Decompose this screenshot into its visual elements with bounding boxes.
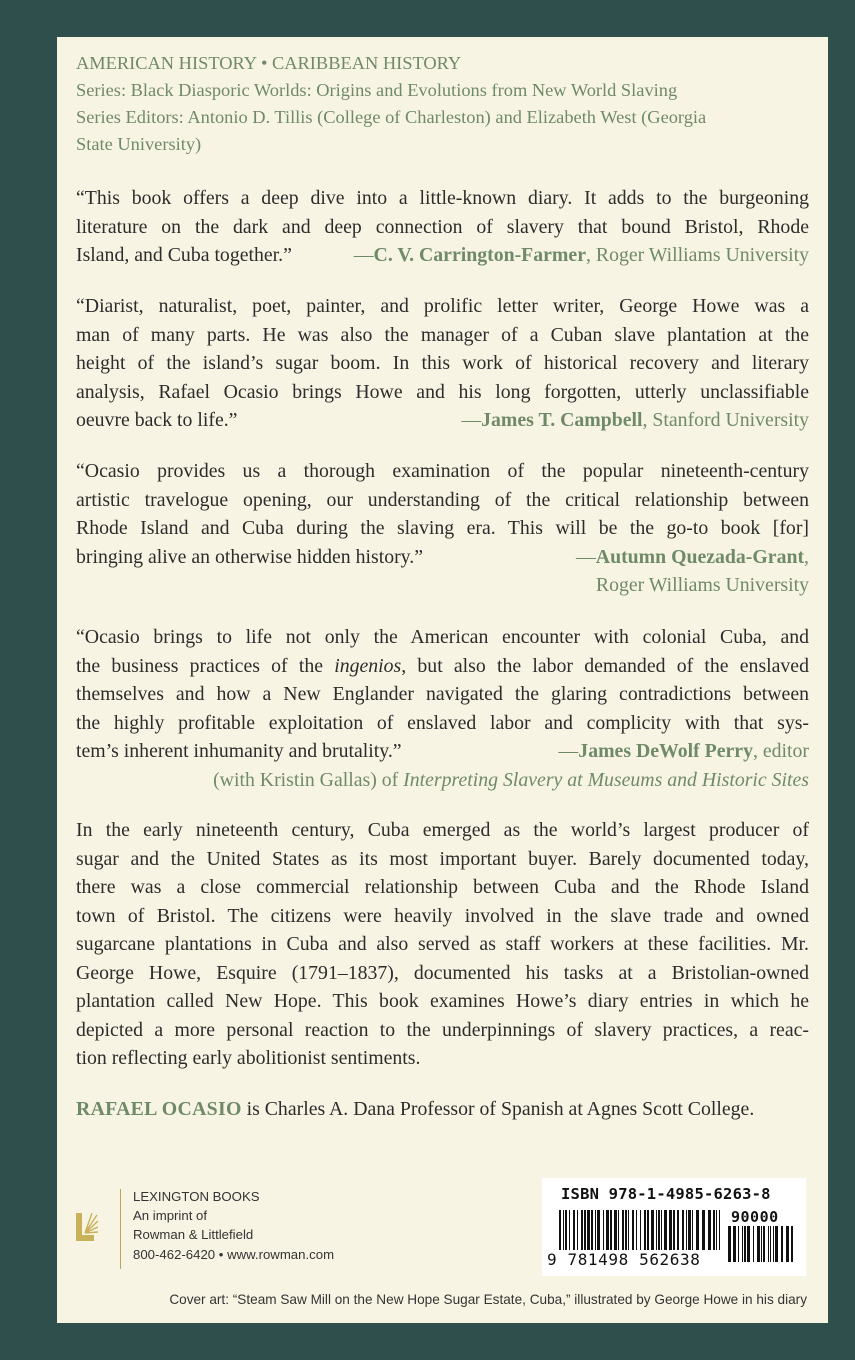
quote-line: man of many parts. He was also the manager of a Cuban slave plantation at the bbox=[76, 323, 809, 346]
endorsement-quote-2 bbox=[76, 292, 809, 435]
barcode-bar bbox=[656, 1210, 657, 1250]
barcode-bar bbox=[569, 1210, 570, 1250]
barcode-bar bbox=[747, 1226, 750, 1262]
barcode-bar bbox=[618, 1210, 619, 1250]
isbn-number: ISBN 978-1-4985-6263-8 bbox=[561, 1185, 771, 1203]
barcode-bar bbox=[625, 1210, 627, 1250]
barcode-bar bbox=[719, 1210, 720, 1250]
description-line: In the early nineteenth century, Cuba emerged as the world’s largest producer of bbox=[76, 819, 809, 841]
barcode-bar bbox=[768, 1226, 769, 1262]
subject-categories: AMERICAN HISTORY • CARIBBEAN HISTORY bbox=[76, 53, 462, 73]
barcode-bar bbox=[606, 1210, 609, 1250]
barcode-bar bbox=[673, 1210, 675, 1250]
series-header bbox=[76, 50, 816, 158]
barcode-bar bbox=[742, 1226, 743, 1262]
barcode-bar bbox=[581, 1210, 583, 1250]
description-line: tion reflecting early abolitionist sentiments. bbox=[76, 1047, 421, 1069]
quote-line: tem’s inherent inhumanity and brutality.” bbox=[76, 740, 402, 762]
barcode-bar bbox=[781, 1226, 783, 1262]
endorser-name: James DeWolf Perry bbox=[578, 740, 753, 762]
publisher-block bbox=[76, 1187, 376, 1273]
quote-line: “Diarist, naturalist, poet, painter, and prolific letter writer, George Howe was a bbox=[76, 295, 809, 317]
quote-line: bringing alive an otherwise hidden history.” bbox=[76, 545, 424, 568]
price-code: 90000 bbox=[731, 1208, 779, 1226]
cover-art-credit: Cover art: “Steam Saw Mill on the New Hope Sugar Estate, Cuba,” illustrated by George Howe in his diary bbox=[169, 1292, 807, 1307]
quote-line: themselves and how a New Englander navigated the glaring contradictions between bbox=[76, 683, 809, 705]
quote-line: height of the island’s sugar boom. In this work of historical recovery and literary bbox=[76, 352, 809, 374]
quote-line-with-author bbox=[76, 737, 809, 766]
series-editors-line-2: State University) bbox=[76, 134, 202, 154]
barcode-bar bbox=[610, 1210, 612, 1250]
description-line: town of Bristol. The citizens were heavily involved in the slave trade and owned bbox=[76, 904, 809, 927]
quote-text: the business practices of the bbox=[76, 654, 335, 677]
quote-line-with-author bbox=[76, 543, 809, 572]
book-description bbox=[76, 816, 809, 1073]
barcode-bar bbox=[738, 1226, 739, 1262]
parent-publisher: Rowman & Littlefield bbox=[133, 1227, 254, 1243]
barcode-bar bbox=[688, 1210, 691, 1250]
barcode-bar bbox=[597, 1210, 600, 1250]
publisher-info bbox=[133, 1187, 334, 1264]
affiliation-text: (with Kristin Gallas) of bbox=[213, 768, 404, 791]
barcode-bar bbox=[686, 1210, 687, 1250]
barcode-bar bbox=[565, 1210, 567, 1250]
endorser-affiliation-line-2 bbox=[76, 766, 809, 795]
endorsement-quote-4 bbox=[76, 623, 809, 794]
endorser-credit bbox=[354, 241, 809, 270]
barcode-bar bbox=[628, 1210, 629, 1250]
quote-line: literature on the dark and deep connection of slavery that bound Bristol, Rhode bbox=[76, 215, 809, 238]
barcode-bar bbox=[770, 1226, 771, 1262]
barcode-bar bbox=[669, 1210, 672, 1250]
barcode-bar bbox=[603, 1210, 604, 1250]
endorser-name: C. V. Carrington-Farmer bbox=[373, 244, 586, 266]
italic-term: ingenios bbox=[334, 654, 402, 677]
barcode-bar bbox=[661, 1210, 662, 1250]
barcode-bar bbox=[708, 1210, 711, 1250]
quote-line-with-italic bbox=[76, 652, 809, 681]
barcode-bar bbox=[644, 1210, 646, 1250]
barcode-bar bbox=[584, 1210, 586, 1250]
barcode-bar bbox=[677, 1210, 679, 1250]
barcode-bar bbox=[763, 1226, 765, 1262]
author-name: RAFAEL OCASIO bbox=[76, 1098, 242, 1120]
barcode-bar bbox=[658, 1210, 660, 1250]
barcode-bar bbox=[773, 1226, 774, 1262]
barcode-bar bbox=[664, 1210, 667, 1250]
barcode-bar bbox=[563, 1210, 564, 1250]
book-title: Interpreting Slavery at Museums and Historic Sites bbox=[403, 768, 809, 791]
publisher-name: LEXINGTON BOOKS bbox=[133, 1189, 260, 1204]
addon-barcode-bars bbox=[728, 1226, 794, 1262]
endorser-name: James T. Campbell bbox=[481, 409, 643, 431]
quote-line: analysis, Rafael Ocasio brings Howe and his long forgotten, utterly unclassifiable bbox=[76, 380, 809, 403]
em-dash: — bbox=[558, 740, 579, 762]
barcode-bar bbox=[632, 1210, 634, 1250]
barcode-bar bbox=[713, 1210, 715, 1250]
barcode-bar bbox=[682, 1210, 684, 1250]
endorser-credit bbox=[559, 737, 809, 766]
description-line: plantation called New Hope. This book examines Howe’s diary entries in which he bbox=[76, 990, 809, 1012]
em-dash: — bbox=[576, 545, 596, 568]
lexington-books-logo-icon bbox=[76, 1213, 98, 1241]
quote-line: oeuvre back to life.” bbox=[76, 409, 238, 431]
endorser-affiliation: , bbox=[804, 545, 809, 568]
barcode-bar bbox=[791, 1226, 793, 1262]
ean-digits: 9 781498 562638 bbox=[547, 1250, 701, 1269]
barcode-bar bbox=[753, 1226, 754, 1262]
quote-line: “This book offers a deep dive into a little-known diary. It adds to the burgeoning bbox=[76, 187, 809, 209]
endorser-affiliation: , editor bbox=[752, 740, 809, 762]
description-line: sugar and the United States as its most important buyer. Barely documented today, bbox=[76, 847, 809, 870]
publisher-imprint-label: An imprint of bbox=[133, 1208, 208, 1224]
quote-line: “Ocasio provides us a thorough examination of the popular nineteenth-century bbox=[76, 460, 809, 482]
barcode-bar bbox=[696, 1210, 699, 1250]
barcode-bar bbox=[786, 1226, 789, 1262]
description-line: depicted a more personal reaction to the underpinnings of slavery practices, a reac- bbox=[76, 1018, 809, 1041]
description-line: sugarcane plantations in Cuba and also served as staff workers at these facilities. Mr. bbox=[76, 933, 809, 955]
barcode-bar bbox=[761, 1226, 762, 1262]
barcode-bar bbox=[702, 1210, 705, 1250]
back-cover-panel bbox=[57, 37, 828, 1323]
endorser-credit bbox=[461, 406, 809, 435]
author-bio-text: is Charles A. Dana Professor of Spanish at Agnes Scott College. bbox=[241, 1098, 755, 1120]
barcode-bar bbox=[744, 1226, 746, 1262]
endorsement-quote-3 bbox=[76, 457, 809, 600]
barcode-bar bbox=[733, 1226, 736, 1262]
quote-line-with-author bbox=[76, 406, 809, 435]
endorser-name: Autumn Quezada-Grant bbox=[595, 545, 805, 568]
quote-text: , but also the labor demanded of the enslaved bbox=[401, 654, 809, 677]
barcode-bar bbox=[640, 1210, 641, 1250]
barcode-bar bbox=[651, 1210, 654, 1250]
endorser-affiliation-line-2: Roger Williams University bbox=[595, 574, 809, 596]
quote-line: Island, and Cuba together.” bbox=[76, 244, 292, 266]
publisher-contact: 800-462-6420 • www.rowman.com bbox=[133, 1246, 335, 1262]
isbn-barcode bbox=[542, 1178, 806, 1276]
quote-line: “Ocasio brings to life not only the American encounter with colonial Cuba, and bbox=[76, 626, 809, 648]
barcode-bar bbox=[647, 1210, 649, 1250]
author-bio bbox=[76, 1095, 809, 1123]
quote-line: Rhode Island and Cuba during the slaving era. This will be the go-to book [for] bbox=[76, 517, 809, 539]
series-title: Series: Black Diasporic Worlds: Origins and Evolutions from New World Slaving bbox=[76, 80, 678, 100]
barcode-bar bbox=[622, 1210, 624, 1250]
barcode-bar bbox=[716, 1210, 717, 1250]
divider bbox=[120, 1189, 121, 1269]
barcode-bar bbox=[775, 1226, 778, 1262]
description-line: there was a close commercial relationship between Cuba and the Rhode Island bbox=[76, 876, 809, 898]
description-line: George Howe, Esquire (1791–1837), documented his tasks at a Bristolian-owned bbox=[76, 961, 809, 984]
barcode-bar bbox=[591, 1210, 593, 1250]
endorsement-quote-1 bbox=[76, 184, 809, 270]
endorser-credit bbox=[576, 543, 809, 572]
barcode-bar bbox=[595, 1210, 596, 1250]
ean-barcode-bars bbox=[559, 1210, 722, 1250]
barcode-bar bbox=[728, 1226, 731, 1262]
quote-line-with-author bbox=[76, 241, 809, 270]
quote-line: artistic travelogue opening, our understanding of the critical relationship between bbox=[76, 488, 809, 511]
endorser-affiliation: , Roger Williams University bbox=[585, 244, 809, 266]
barcode-bar bbox=[573, 1210, 575, 1250]
quote-line: the highly profitable exploitation of enslaved labor and complicity with that sys- bbox=[76, 711, 809, 734]
em-dash: — bbox=[353, 244, 374, 266]
barcode-bar bbox=[559, 1210, 561, 1250]
barcode-bar bbox=[636, 1210, 637, 1250]
barcode-bar bbox=[757, 1226, 760, 1262]
endorser-affiliation: , Stanford University bbox=[642, 409, 809, 431]
barcode-bar bbox=[692, 1210, 693, 1250]
barcode-bar bbox=[614, 1210, 617, 1250]
barcode-bar bbox=[587, 1210, 590, 1250]
barcode-bar bbox=[577, 1210, 578, 1250]
em-dash: — bbox=[461, 409, 482, 431]
series-editors-line-1: Series Editors: Antonio D. Tillis (College of Charleston) and Elizabeth West (Georgia bbox=[76, 107, 707, 127]
